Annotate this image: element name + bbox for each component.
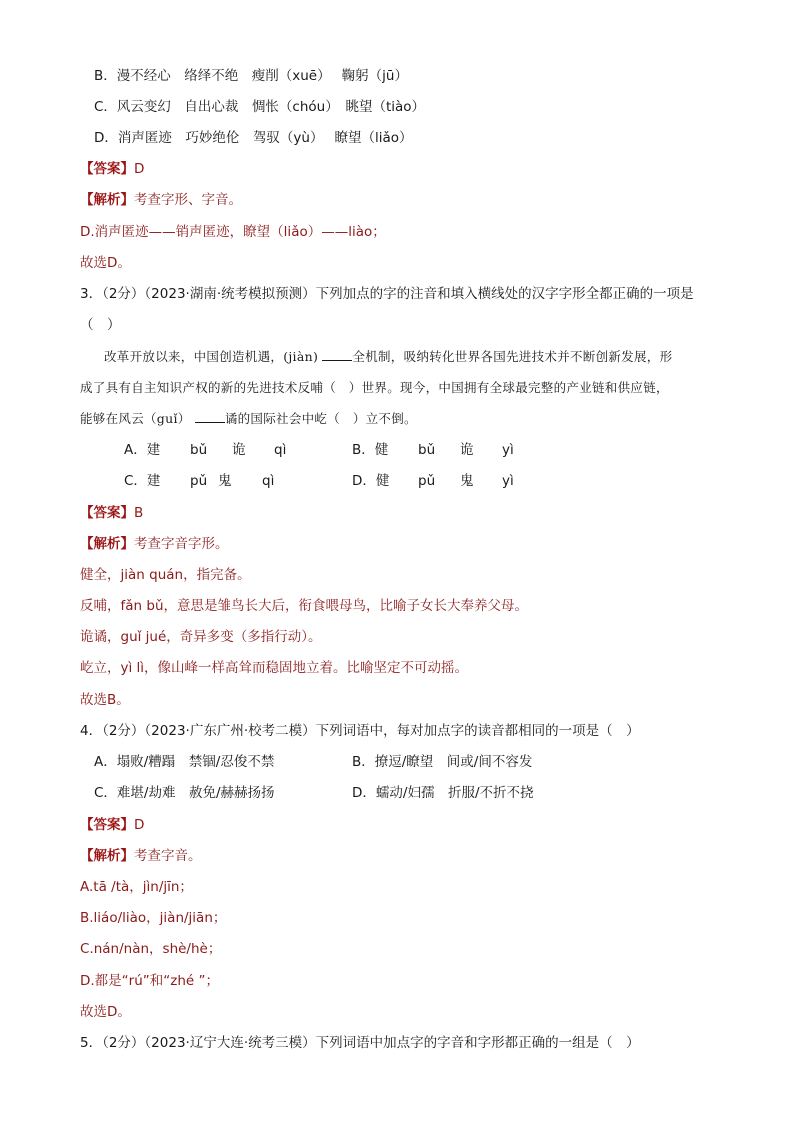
- fill-blank: [195, 410, 225, 423]
- q4-stem: 4．（2分）（2023·广东广州·校考二模）下列词语中，每对加点字的读音都相同的一项是（ ）: [80, 723, 640, 739]
- q3-note-4: 屹立，yì lì，像山峰一样高耸而稳固地立着。比喻坚定不可动摇。: [80, 660, 469, 676]
- q4-note-3: C.nán/nàn，shè/hè；: [80, 941, 222, 957]
- q2-option-b: B．漫不经心 络绎不绝 瘦削（xuē） 鞠躬（jū）: [94, 68, 408, 84]
- analysis-tag: 【解析】: [80, 848, 134, 864]
- q4-conclusion: 故选D。: [80, 1004, 131, 1020]
- analysis-tag: 【解析】: [80, 192, 134, 208]
- analysis-text: 考查字形、字音。: [134, 192, 242, 208]
- q3-passage-line-2: [80, 378, 669, 398]
- q4-note-4: D.都是“rú”和“zhé ”；: [80, 973, 220, 989]
- q2-option-d: D．消声匿迹 巧妙绝伦 驾驭（yù） 瞭望（liǎo）: [94, 130, 413, 146]
- q3-passage-line-1: [104, 347, 672, 367]
- q3-conclusion: 故选B。: [80, 692, 130, 708]
- q3-option-d-pinyin-1: pǔ: [418, 473, 436, 489]
- q3-option-a: A．建: [124, 442, 161, 458]
- q3-option-a-char: 诡: [232, 442, 246, 458]
- analysis-tag: 【解析】: [80, 536, 134, 552]
- q3-note-2: 反哺，fǎn bǔ，意思是雏鸟长大后，衔食喂母鸟，比喻子女长大奉养父母。: [80, 598, 528, 614]
- q4-option-c: C．难堪/劫难 赦免/赫赫扬扬: [94, 785, 275, 801]
- q3-option-a-pinyin-2: qì: [274, 442, 287, 458]
- q3-paren: （ ）: [80, 317, 121, 333]
- q3-note-1: 健全，jiàn quán，指完备。: [80, 567, 251, 583]
- answer-tag: 【答案】: [80, 817, 134, 833]
- q3-option-a-pinyin-1: bǔ: [190, 442, 208, 458]
- q2-conclusion: 故选D。: [80, 255, 131, 271]
- q3-passage-line-3: [80, 409, 417, 429]
- answer-value: D: [134, 817, 145, 833]
- q4-note-1: A.tā /tà，jìn/jīn；: [80, 879, 193, 895]
- q3-option-b-pinyin-1: bǔ: [418, 442, 436, 458]
- answer-value: B: [134, 505, 144, 521]
- analysis-text: 考查字音。: [134, 848, 202, 864]
- q5-stem: 5．（2分）（2023·辽宁大连·统考三模）下列词语中加点字的字音和字形都正确的一组是（ ）: [80, 1035, 640, 1051]
- q4-option-b: B．撩逗/瞭望 间或/间不容发: [352, 754, 533, 770]
- q3-option-c-pinyin-1: pǔ: [190, 473, 208, 489]
- q3-note-3: 诡谲，guǐ jué，奇异多变（多指行动）。: [80, 629, 322, 645]
- passage-text: 全机制，吸纳转化世界各国先进技术并不断创新发展，形: [352, 349, 673, 364]
- passage-text: 能够在风云（guǐ）: [80, 411, 195, 426]
- q3-analysis: [80, 534, 229, 554]
- answer-tag: 【答案】: [80, 505, 134, 521]
- q4-answer: [80, 815, 144, 835]
- q2-option-c: C．风云变幻 自出心裁 惆怅（chóu） 眺望（tiào）: [94, 99, 426, 115]
- passage-text: 改革开放以来，中国创造机遇，(jiàn): [104, 349, 323, 364]
- answer-tag: 【答案】: [80, 161, 134, 177]
- q2-note-1: D.消声匿迹——销声匿迹，瞭望（liǎo）——liào；: [80, 224, 386, 240]
- q4-option-a: A．塌败/糟蹋 禁锢/忍俊不禁: [94, 754, 275, 770]
- q3-option-b: B．健: [352, 442, 389, 458]
- q3-option-b-pinyin-2: yì: [502, 442, 514, 458]
- q3-answer: [80, 503, 143, 523]
- answer-value: D: [134, 161, 145, 177]
- q4-option-d: D．蠕动/妇孺 折服/不折不挠: [352, 785, 534, 801]
- analysis-text: 考查字音字形。: [134, 536, 229, 552]
- q3-option-d: D．健: [352, 473, 390, 489]
- q3-stem: 3．（2分）（2023·湖南·统考模拟预测）下列加点的字的注音和填入横线处的汉字字形全都正确的一项是: [80, 286, 694, 302]
- q3-option-b-char: 诡: [460, 442, 474, 458]
- q3-option-c-pinyin-2: qì: [262, 473, 275, 489]
- q4-analysis: [80, 846, 202, 866]
- q3-option-c-char: 鬼: [218, 473, 232, 489]
- q3-option-d-char: 鬼: [460, 473, 474, 489]
- q3-option-d-pinyin-2: yì: [502, 473, 514, 489]
- fill-blank: [322, 348, 352, 361]
- passage-text: 成了具有自主知识产权的新的先进技术反哺（ ）世界。现今，中国拥有全球最完整的产业链和供应链，: [80, 380, 669, 395]
- passage-text: 谲的国际社会中屹（ ）立不倒。: [224, 411, 417, 426]
- q4-note-2: B.liáo/liào，jiàn/jiān；: [80, 910, 227, 926]
- q3-option-c: C．建: [124, 473, 161, 489]
- q2-answer: [80, 159, 144, 179]
- q2-analysis: [80, 190, 242, 210]
